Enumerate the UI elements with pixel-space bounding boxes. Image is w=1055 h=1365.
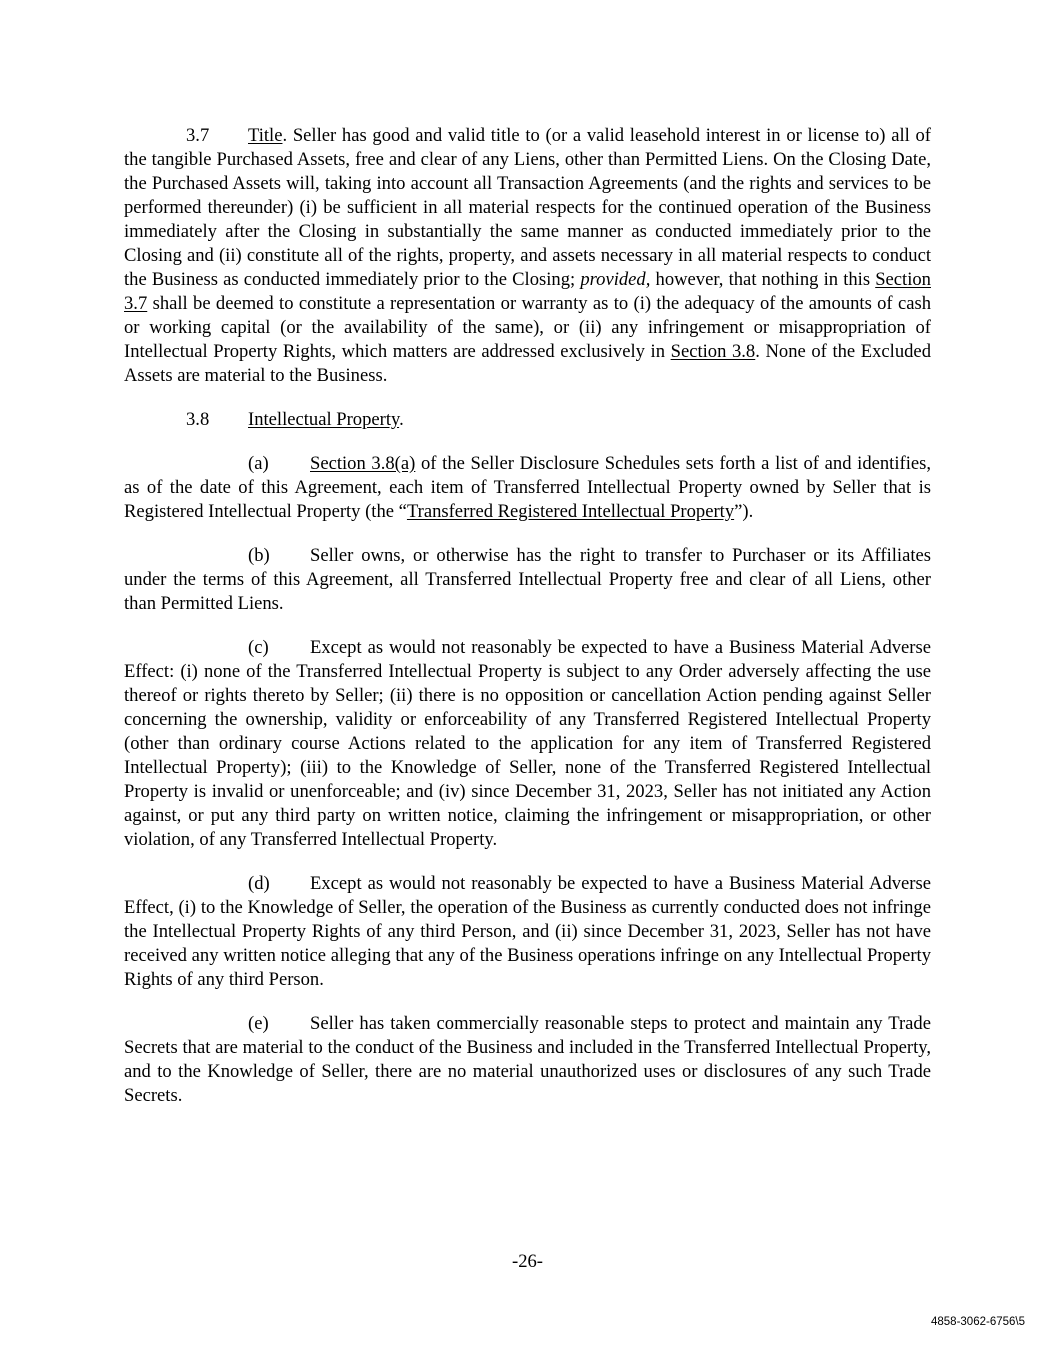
document-body: [124, 124, 931, 1128]
section-reference: Section 3.8(a): [310, 453, 416, 474]
defined-term: Transferred Registered Intellectual Property: [406, 501, 735, 522]
subsection-label: (d): [248, 873, 270, 894]
section-3-7: 3.7 Title. Seller has good and valid title to (or a valid leasehold interest in or license to) all of the tangible Purchased Assets, free and clear of any Liens, other than Permitted Liens. On the Closing Date, the Purchased Assets will, taking into account all Transaction Agreements (and the rights and services to be performed thereunder) (i) be sufficient in all material respects for the continued operation of the Business immediately after the Closing in substantially the same manner as conducted immediately prior to the Closing and (ii) constitute all of the rights, property, and assets necessary in all material respects to conduct the Business as conducted immediately prior to the Closing; provided, however, that nothing in this Section 3.7 shall be deemed to constitute a representation or warranty as to (i) the adequacy of the amounts of cash or working capital (or the availability of the same), or (ii) any infringement or misappropriation of Intellectual Property Rights, which matters are addressed exclusively in Section 3.8. None of the Excluded Assets are material to the Business.: [124, 125, 931, 386]
page-number: -26-: [512, 1251, 543, 1272]
document-id: 4858-3062-6756\5: [931, 1316, 1025, 1328]
subsection-a: (a) Section 3.8(a) of the Seller Disclosure Schedules sets forth a list of and identifies, as of the date of this Agreement, each item of Transferred Intellectual Property owned by Seller that is Registered Intellectual Property (the “Transferred Registered Intellectual Property”).: [124, 453, 931, 522]
subsection-d: (d) Except as would not reasonably be expected to have a Business Material Adverse Effect, (i) to the Knowledge of Seller, the operation of the Business as currently conducted does not infringe the Intellectual Property Rights of any third Person, and (ii) since December 31, 2023, Seller has not have received any written notice alleging that any of the Business operations infringe on any Intellectual Property Rights of any third Person.: [124, 873, 931, 990]
section-reference: Section 3.8: [670, 341, 756, 362]
section-reference: Section 3.7: [124, 269, 931, 314]
subsection-b: (b) Seller owns, or otherwise has the right to transfer to Purchaser or its Affiliates under the terms of this Agreement, all Transferred Intellectual Property free and clear of all Liens, other than Permitted Liens.: [124, 545, 931, 614]
subsection-e: (e) Seller has taken commercially reasonable steps to protect and maintain any Trade Secrets that are material to the conduct of the Business and included in the Transferred Intellectual Property, and to the Knowledge of Seller, there are no material unauthorized uses or disclosures of any such Trade Secrets.: [124, 1013, 931, 1106]
subsection-label: (c): [248, 637, 269, 658]
section-3-8: 3.8 Intellectual Property.: [186, 409, 404, 430]
subsection-label: (e): [248, 1013, 269, 1034]
section-number: 3.8: [186, 409, 210, 430]
section-heading: Title: [248, 125, 283, 146]
section-number: 3.7: [186, 125, 210, 146]
subsection-label: (a): [248, 453, 269, 474]
section-heading: Intellectual Property: [248, 409, 400, 430]
subsection-c: (c) Except as would not reasonably be expected to have a Business Material Adverse Effect: (i) none of the Transferred Intellectual Property is subject to any Order adversely affecting the use thereof or rights thereto by Seller; (ii) there is no opposition or cancellation Action pending against Seller concerning the ownership, validity or enforceability of any Transferred Registered Intellectual Property (other than ordinary course Actions related to the application for any item of Transferred Registered Intellectual Property); (iii) to the Knowledge of Seller, none of the Transferred Registered Intellectual Property is invalid or unenforceable; and (iv) since December 31, 2023, Seller has not initiated any Action against, or put any third party on written notice, claiming the infringement or misappropriation, or other violation, of any Transferred Intellectual Property.: [124, 637, 931, 850]
subsection-label: (b): [248, 545, 270, 566]
